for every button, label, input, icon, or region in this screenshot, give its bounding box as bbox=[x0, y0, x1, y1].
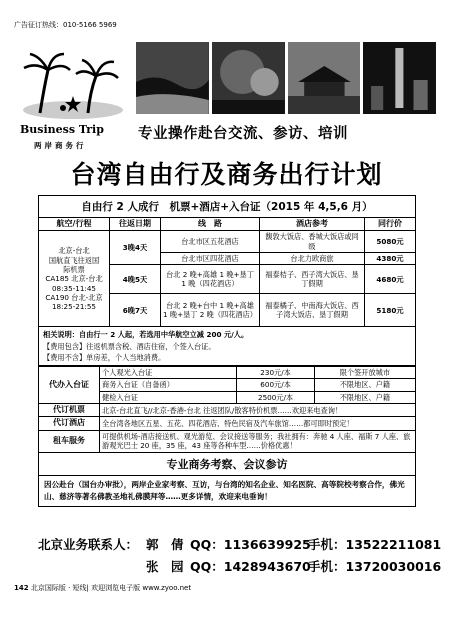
page-title: 台湾自由行及商务出行计划 bbox=[70, 160, 383, 189]
visa-service-label: 代办入台证 bbox=[39, 366, 100, 403]
contact-qq: QQ：1428943670 bbox=[190, 559, 311, 574]
visa-item-price: 230元/本 bbox=[237, 366, 314, 378]
car-service-label: 租车服务 bbox=[39, 430, 100, 452]
hotel-service-text: 全台湾各地区五星、五花、四花酒店、特色民宿及汽车旅馆……都可即时预定！ bbox=[100, 417, 416, 430]
business-section-text: 因公赴台（国台办审批），两岸企业家考察、互访，与台湾的知名企业、知名医院、高等院校考察合作，佛光山、慈济等著名佛教圣地礼佛膜拜等……更多详情，欢迎来电垂询！ bbox=[38, 476, 416, 507]
landscape-photo bbox=[136, 42, 209, 114]
route-cell: 台北 2 晚+台中 1 晚+高雄 1 晚+垦丁 2 晚（四花酒店） bbox=[161, 294, 260, 327]
company-logo bbox=[18, 48, 128, 150]
dates-cell: 3晚4天 bbox=[110, 231, 161, 265]
dates-cell: 4晚5天 bbox=[110, 265, 161, 294]
dates-cell: 6晚7天 bbox=[110, 294, 161, 327]
note-line: 【费用不含】单房差，个人当地消费。 bbox=[43, 352, 166, 362]
contact-name: 张 园 bbox=[146, 559, 184, 574]
photo-strip bbox=[136, 42, 436, 114]
plan-title: 自由行 2 人成行 机票+酒店+入台证（2015 年 4,5,6 月） bbox=[38, 195, 416, 217]
flight-line: CA190 台北-北京 bbox=[45, 292, 103, 302]
contact-label: 北京业务联系人： bbox=[38, 537, 139, 552]
col-header-airline: 航空/行程 bbox=[39, 218, 110, 231]
visa-item-scope: 不限地区、户籍 bbox=[314, 391, 415, 403]
price-cell: 4680元 bbox=[365, 265, 416, 294]
visa-item-name: 商务入台证（自备函） bbox=[100, 379, 237, 391]
hotel-cell: 福泰桔子、西子湾大饭店、垦丁假期 bbox=[260, 265, 365, 294]
flight-info-cell bbox=[39, 231, 110, 327]
col-header-route: 线 路 bbox=[161, 218, 260, 231]
route-cell: 台北市区四花酒店 bbox=[161, 253, 260, 265]
plan-notes bbox=[38, 327, 416, 365]
note-line: 【费用包含】往返机票含税、酒店住宿，个签入台证。 bbox=[43, 341, 216, 351]
flight-line: 际机票 bbox=[63, 264, 85, 274]
brand-name-cn: 两岸商务行 bbox=[34, 141, 87, 150]
skyline-photo bbox=[363, 42, 436, 114]
business-section-title: 专业商务考察、会议参访 bbox=[38, 453, 416, 476]
flight-line: 国航直飞往返国 bbox=[48, 255, 100, 265]
price-cell: 5080元 bbox=[365, 231, 416, 253]
hotel-cell: 台北力欧商旅 bbox=[260, 253, 365, 265]
contact-row bbox=[38, 557, 442, 579]
contact-mobile: 手机：13522211081 bbox=[308, 537, 442, 552]
brand-name: Business Trip bbox=[20, 123, 104, 136]
contact-mobile: 手机：13720030016 bbox=[308, 559, 442, 574]
route-cell: 台北市区五花酒店 bbox=[161, 231, 260, 253]
contact-qq: QQ：1136639925 bbox=[190, 537, 311, 552]
header-banner bbox=[18, 42, 436, 149]
col-header-dates: 往返日期 bbox=[110, 218, 161, 231]
flight-line: 北京-台北 bbox=[58, 246, 90, 256]
visa-item-price: 600元/本 bbox=[237, 379, 314, 391]
services-table bbox=[38, 366, 416, 453]
contact-name: 郭 倩 bbox=[146, 537, 184, 552]
hotel-cell: 馥敦大饭店、香城大饭店或同级 bbox=[260, 231, 365, 253]
slogan: 专业操作赴台交流、参访、培训 bbox=[138, 126, 348, 142]
hotel-service-label: 代订酒店 bbox=[39, 417, 100, 430]
col-header-price: 同行价 bbox=[365, 218, 416, 231]
note-line: 相关说明：自由行一 2 人起，若选用中华航空立减 200 元/人。 bbox=[43, 330, 249, 340]
plan-table bbox=[38, 217, 416, 327]
flight-line: 18:25-21:55 bbox=[51, 302, 97, 312]
palm-tree-logo-icon bbox=[18, 48, 128, 120]
flight-line: 08:35-11:45 bbox=[51, 283, 97, 293]
visa-item-scope: 不限地区、户籍 bbox=[314, 379, 415, 391]
hotel-cell: 福泰橘子、中南海大饭店、西子湾大饭店、垦丁假期 bbox=[260, 294, 365, 327]
page-number: 142 bbox=[14, 584, 29, 592]
visa-item-name: 个人观光入台证 bbox=[100, 366, 237, 378]
ticket-service-label: 代订机票 bbox=[39, 404, 100, 417]
price-cell: 5180元 bbox=[365, 294, 416, 327]
visa-item-name: 健检入台证 bbox=[100, 391, 237, 403]
footer-text: 北京国际版 · 短线| 欢迎浏览电子版 www.zyoo.net bbox=[30, 584, 192, 592]
travel-plan-section bbox=[38, 195, 416, 507]
route-cell: 台北 2 晚+高雄 1 晚+垦丁 1 晚（四花酒店） bbox=[161, 265, 260, 294]
visa-item-scope: 限个签开放城市 bbox=[314, 366, 415, 378]
contact-row bbox=[38, 535, 442, 557]
price-cell: 4380元 bbox=[365, 253, 416, 265]
temple-photo bbox=[288, 42, 361, 114]
ticket-service-text: 北京-台北直飞//北京-香港-台北 往返团队/散客特价机票……欢迎来电查询！ bbox=[100, 404, 416, 417]
car-service-text: 可提供机场-酒店接送机、观光游览、会议接送等服务；我社拥有：奔驰 4 人座、福斯 7 人座、旅游观光巴士 20 座，35 座，43 座等各种车型……价格优惠！ bbox=[100, 430, 416, 452]
ad-hotline: 广告征订热线：010-5166 5969 bbox=[14, 21, 117, 29]
contact-block bbox=[38, 535, 442, 579]
forest-photo bbox=[212, 42, 285, 114]
visa-item-price: 2500元/本 bbox=[237, 391, 314, 403]
col-header-hotel: 酒店参考 bbox=[260, 218, 365, 231]
page-footer bbox=[14, 583, 191, 593]
flight-line: CA185 北京-台北 bbox=[45, 274, 103, 284]
